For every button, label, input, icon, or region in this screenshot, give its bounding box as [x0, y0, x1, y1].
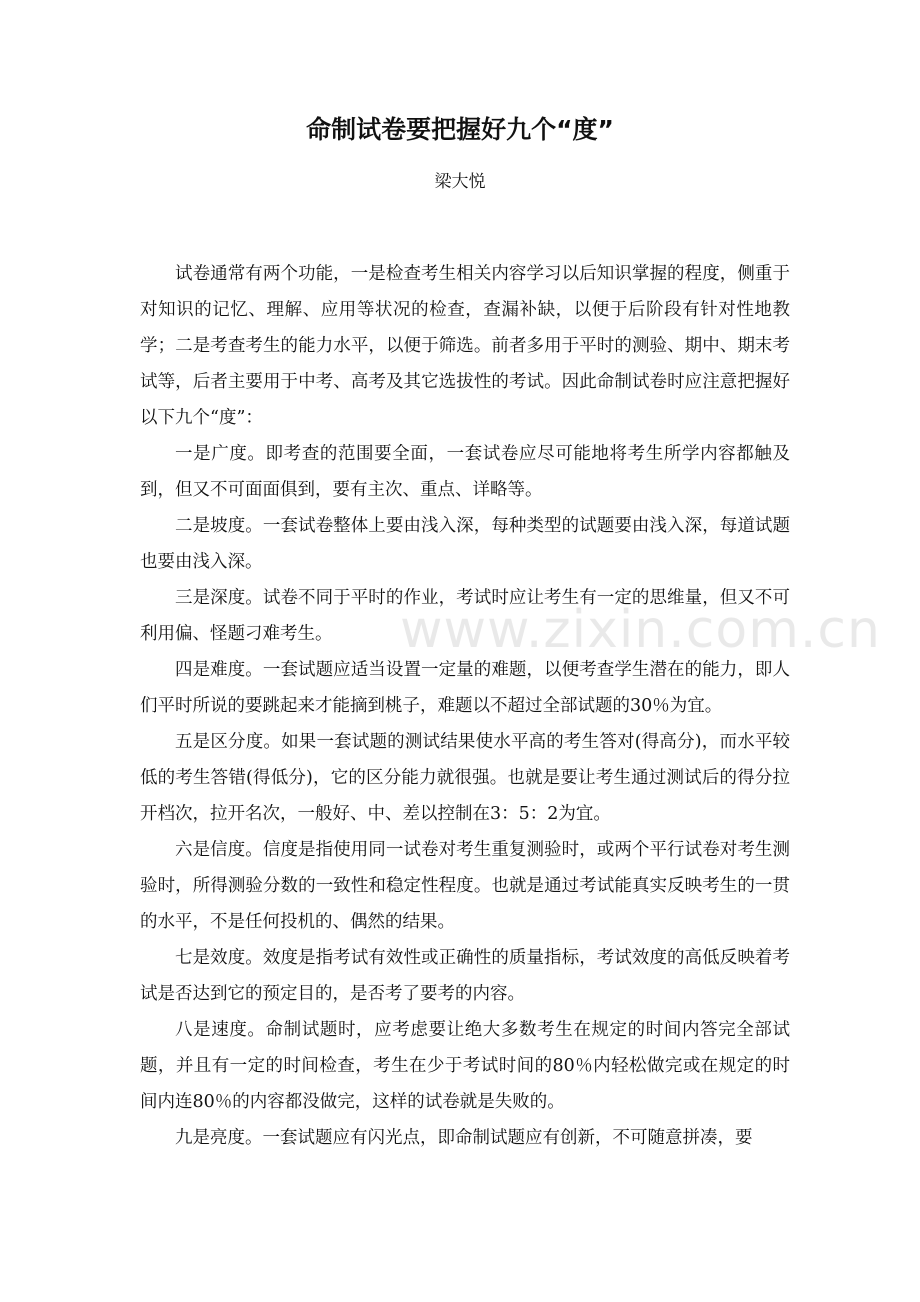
- watermark: www.zixin.com.cn: [400, 600, 881, 660]
- document-body: [140, 256, 790, 1156]
- document-author: 梁大悦: [434, 172, 486, 192]
- paragraph-reliability: 六是信度。信度是指使用同一试卷对考生重复测验时，或两个平行试卷对考生测验时，所得测验分数的一致性和稳定性程度。也就是通过考试能真实反映考生的一贯的水平，不是任何投机的、偶然的结果。: [140, 840, 790, 932]
- paragraph-highlight: 九是亮度。一套试题应有闪光点，即命制试题应有创新，不可随意拼凑，要: [175, 1128, 753, 1148]
- paragraph-validity: 七是效度。效度是指考试有效性或正确性的质量指标，考试效度的高低反映着考试是否达到它的预定目的，是否考了要考的内容。: [140, 948, 790, 1004]
- paragraph-difficulty: 四是难度。一套试题应适当设置一定量的难题，以便考查学生潜在的能力，即人们平时所说的要跳起来才能摘到桃子，难题以不超过全部试题的30％为宜。: [140, 660, 790, 716]
- paragraph-speed: 八是速度。命制试题时，应考虑要让绝大多数考生在规定的时间内答完全部试题，并且有一定的时间检查，考生在少于考试时间的80％内轻松做完或在规定的时间内连80％的内容都没做完，这样的试卷就是失败的。: [140, 1020, 790, 1112]
- paragraph-discrimination: 五是区分度。如果一套试题的测试结果使水平高的考生答对(得高分)，而水平较低的考生答错(得低分)，它的区分能力就很强。也就是要让考生通过测试后的得分拉开档次，拉开名次，一般好、中、差以控制在3：5：2为宜。: [140, 732, 790, 824]
- paragraph-breadth: 一是广度。即考查的范围要全面，一套试卷应尽可能地将考生所学内容都触及到，但又不可面面俱到，要有主次、重点、详略等。: [140, 444, 790, 500]
- paragraph-depth: 三是深度。试卷不同于平时的作业，考试时应让考生有一定的思维量，但又不可利用偏、怪题刁难考生。: [140, 588, 790, 644]
- document-title: 命制试卷要把握好九个“度”: [306, 115, 614, 144]
- paragraph-gradient: 二是坡度。一套试卷整体上要由浅入深，每种类型的试题要由浅入深，每道试题也要由浅入深。: [140, 516, 790, 572]
- paragraph-intro: 试卷通常有两个功能，一是检查考生相关内容学习以后知识掌握的程度，侧重于对知识的记忆、理解、应用等状况的检查，查漏补缺，以便于后阶段有针对性地教学；二是考查考生的能力水平，以便于筛选。前者多用于平时的测验、期中、期末考试等，后者主要用于中考、高考及其它选拔性的考试。因此命制试卷时应注意把握好以下九个“度”：: [140, 264, 790, 428]
